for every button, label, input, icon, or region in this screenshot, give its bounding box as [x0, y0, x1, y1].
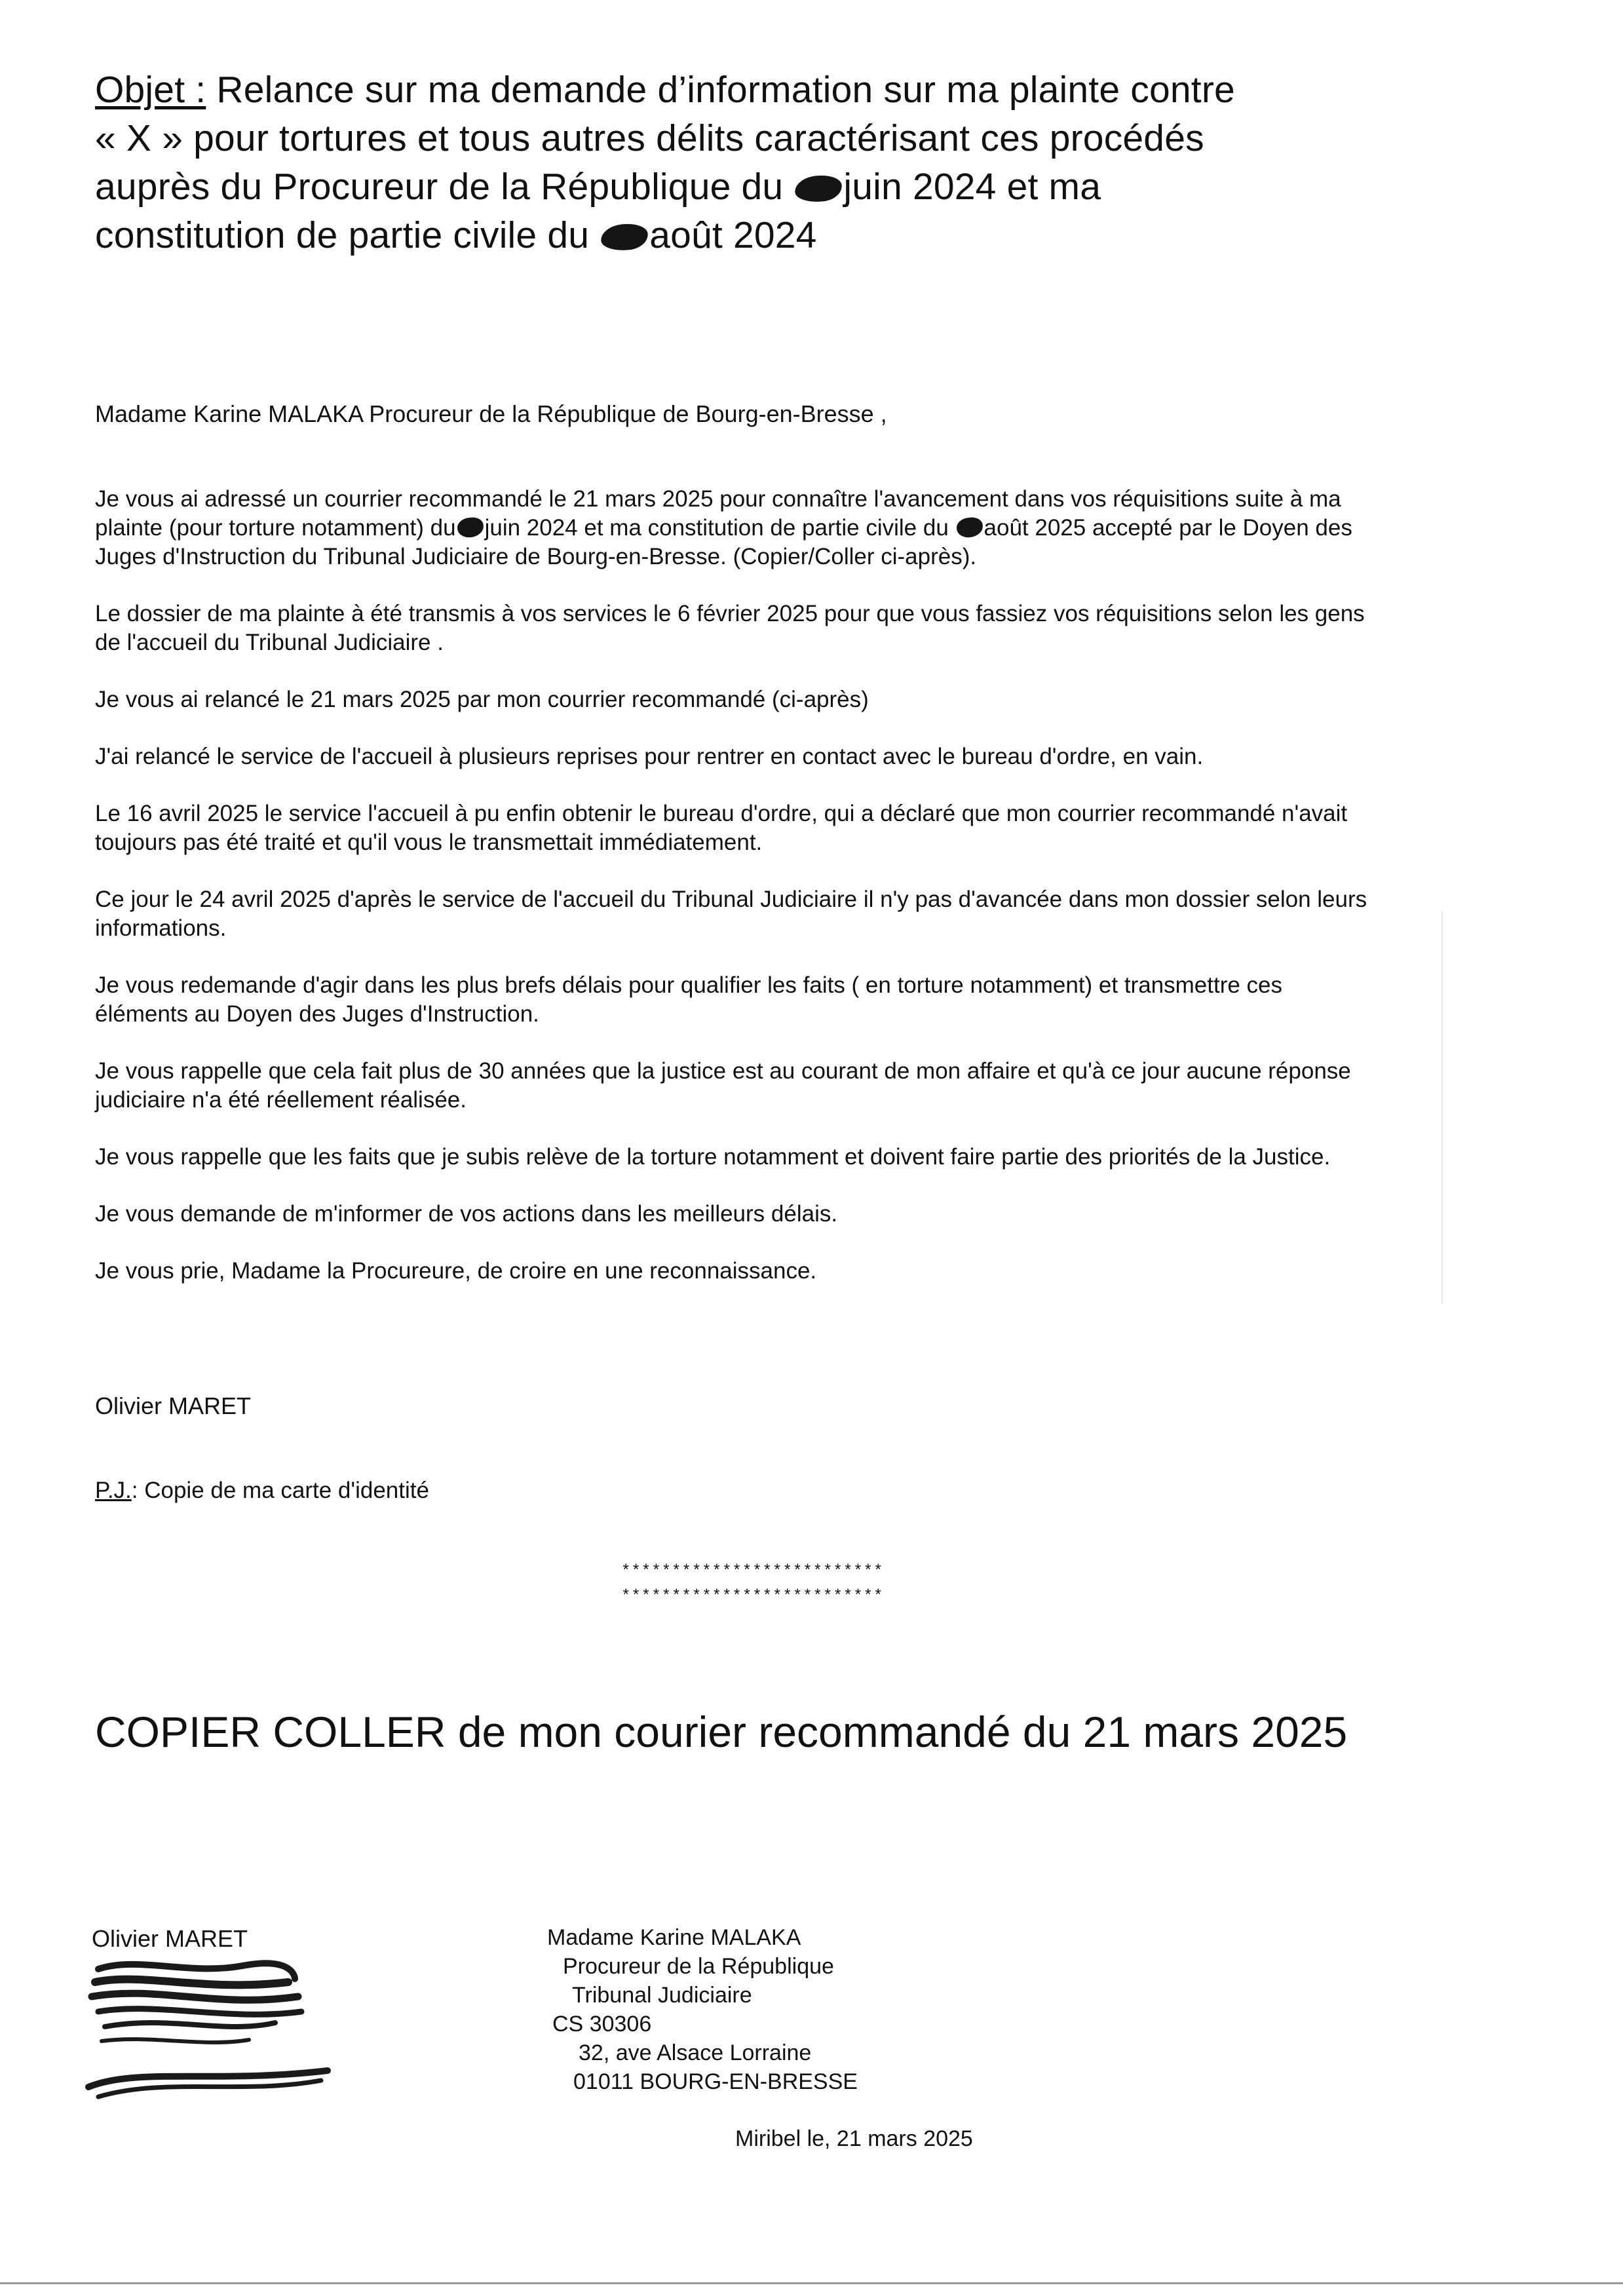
- redaction-mark: [600, 221, 649, 252]
- sender-name: Olivier MARET: [92, 1925, 248, 1952]
- copy-section-title: COPIER COLLER de mon courier recommandé du 21 mars 2025: [95, 1708, 1348, 1756]
- recipient-line: Procureur de la République: [563, 1954, 834, 1979]
- body-paragraph: Je vous ai adressé un courrier recommandé le 21 mars 2025 pour connaître l'avancement dans vos réquisitions suite à ma plainte (pour torture notamment) du juin 2024 et ma constitution de partie civile du août 2025 accepté par le Doyen des Juges d'Instruction du Tribunal Judiciaire de Bourg-en-Bresse. (Copier/Coller ci-après).: [95, 486, 1352, 569]
- body-paragraph: J'ai relancé le service de l'accueil à plusieurs reprises pour rentrer en contact avec le bureau d'ordre, en vain.: [95, 744, 1204, 769]
- body-paragraph: Ce jour le 24 avril 2025 d'après le service de l'accueil du Tribunal Judiciaire il n'y pas d'avancée dans mon dossier selon leurs informations.: [95, 887, 1367, 941]
- subject-label: Objet :: [95, 69, 206, 111]
- recipient-address: [547, 1923, 858, 2096]
- salutation: Madame Karine MALAKA Procureur de la République de Bourg-en-Bresse ,: [95, 400, 887, 427]
- subject-line-3: auprès du Procureur de la République du juin 2024 et ma: [95, 166, 1101, 208]
- body-paragraph: Je vous rappelle que les faits que je subis relève de la torture notamment et doivent faire partie des priorités de la Justice.: [95, 1144, 1331, 1170]
- body-paragraph: Je vous demande de m'informer de vos actions dans les meilleurs délais.: [95, 1201, 838, 1227]
- letter-body: [95, 485, 1379, 1314]
- subject-line-4: constitution de partie civile du août 2024: [95, 214, 817, 256]
- redaction-mark: [793, 173, 843, 204]
- redaction-mark: [955, 516, 983, 539]
- subject-line-1: Objet : Relance sur ma demande d’information sur ma plainte contre: [95, 69, 1235, 111]
- scan-artifact: [1442, 911, 1443, 1304]
- recipient-line: Tribunal Judiciaire: [572, 1983, 752, 2008]
- recipient-line: 01011 BOURG-EN-BRESSE: [573, 2069, 858, 2094]
- attachment-label: P.J.: [95, 1478, 132, 1503]
- body-paragraph: Le dossier de ma plainte à été transmis à vos services le 6 février 2025 pour que vous fassiez vos réquisitions selon les gens de l'accueil du Tribunal Judiciaire .: [95, 601, 1365, 655]
- recipient-line: 32, ave Alsace Lorraine: [579, 2040, 812, 2065]
- body-paragraph: Le 16 avril 2025 le service l'accueil à pu enfin obtenir le bureau d'ordre, qui a déclaré que mon courrier recommandé n'avait toujours pas été traité et qu'il vous le transmettait immédiatement.: [95, 801, 1348, 855]
- place-date: Miribel le, 21 mars 2025: [735, 2126, 973, 2151]
- subject-block: [95, 66, 1379, 259]
- body-paragraph: Je vous prie, Madame la Procureure, de croire en une reconnaissance.: [95, 1258, 817, 1284]
- body-paragraph: Je vous redemande d'agir dans les plus brefs délais pour qualifier les faits ( en torture notamment) et transmettre ces éléments au Doyen des Juges d'Instruction.: [95, 972, 1283, 1027]
- signature-name: Olivier MARET: [95, 1392, 252, 1419]
- separator: ************************** **************************: [621, 1563, 884, 1605]
- redacted-address-scribble: [79, 1949, 341, 2107]
- body-paragraph: Je vous ai relancé le 21 mars 2025 par mon courrier recommandé (ci-après): [95, 687, 869, 712]
- recipient-line: CS 30306: [552, 2012, 652, 2037]
- recipient-line: Madame Karine MALAKA: [547, 1925, 801, 1950]
- bottom-rule: [0, 2282, 1623, 2284]
- body-paragraph: Je vous rappelle que cela fait plus de 30 années que la justice est au courant de mon affaire et qu'à ce jour aucune réponse judiciaire n'a été réellement réalisée.: [95, 1058, 1351, 1113]
- attachment-note: P.J.: Copie de ma carte d'identité: [95, 1478, 429, 1503]
- subject-line-2: « X » pour tortures et tous autres délits caractérisant ces procédés: [95, 117, 1204, 159]
- redaction-mark: [456, 516, 484, 539]
